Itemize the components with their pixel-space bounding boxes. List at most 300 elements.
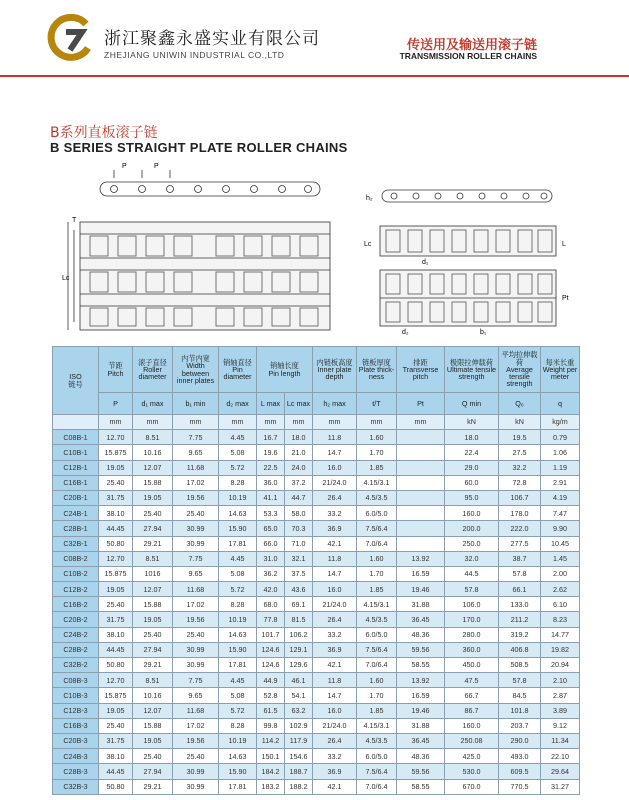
table-cell: 19.05 (99, 703, 133, 718)
table-cell: 10.19 (219, 612, 257, 627)
table-cell: 58.55 (397, 779, 445, 794)
table-cell: 1.06 (541, 445, 580, 460)
table-cell (397, 536, 445, 551)
table-cell: 16.0 (313, 582, 357, 597)
table-cell: 18.0 (445, 430, 499, 445)
page-header (0, 0, 629, 78)
table-cell: 99.8 (257, 718, 285, 733)
table-cell: 38.7 (499, 551, 541, 566)
table-cell: 4.15/3.1 (357, 475, 397, 490)
table-cell: 42.1 (313, 658, 357, 673)
table-cell: 53.3 (257, 506, 285, 521)
table-cell: 7.75 (173, 673, 219, 688)
table-cell: 27.94 (133, 764, 173, 779)
table-row (53, 749, 580, 764)
table-cell: 7.5/6.4 (357, 642, 397, 657)
table-cell: 25.40 (133, 627, 173, 642)
table-cell (397, 490, 445, 505)
symbol-t: t/T (357, 393, 397, 415)
chain-number-cell: C24B-2 (53, 627, 99, 642)
table-cell: 58.55 (397, 658, 445, 673)
table-row (53, 475, 580, 490)
table-cell: 1.85 (357, 460, 397, 475)
table-cell: 15.875 (99, 566, 133, 581)
table-cell: 8.51 (133, 551, 173, 566)
table-cell: 19.56 (173, 612, 219, 627)
label-t: T (72, 217, 77, 224)
table-cell: 15.90 (219, 764, 257, 779)
chain-number-cell: C12B-1 (53, 460, 99, 475)
table-cell: 41.1 (257, 490, 285, 505)
table-cell: 10.16 (133, 445, 173, 460)
table-cell: 19.5 (499, 430, 541, 445)
symbol-l: L max (257, 393, 285, 415)
table-cell: 25.40 (133, 506, 173, 521)
table-cell: 19.05 (99, 582, 133, 597)
header-average-strength: 平均拉伸载荷 Average tensile strength (499, 347, 541, 393)
chain-number-cell: C32B-1 (53, 536, 99, 551)
table-cell: 31.0 (257, 551, 285, 566)
table-cell: 21/24.0 (313, 597, 357, 612)
table-cell: 1.60 (357, 673, 397, 688)
chain-number-cell: C28B-3 (53, 764, 99, 779)
table-cell: 14.7 (313, 566, 357, 581)
table-cell: 7.47 (541, 506, 580, 521)
unit-cell: mm (285, 415, 313, 430)
table-cell: 19.6 (257, 445, 285, 460)
table-cell: 9.65 (173, 566, 219, 581)
table-cell: 2.00 (541, 566, 580, 581)
table-cell: 14.7 (313, 445, 357, 460)
table-row (53, 764, 580, 779)
table-cell: 29.21 (133, 658, 173, 673)
table-cell: 6.0/5.0 (357, 506, 397, 521)
table-cell: 2.10 (541, 673, 580, 688)
table-cell: 33.2 (313, 749, 357, 764)
table-cell: 6.0/5.0 (357, 627, 397, 642)
table-cell: 277.5 (499, 536, 541, 551)
table-cell: 17.81 (219, 536, 257, 551)
table-cell: 211.2 (499, 612, 541, 627)
table-cell: 46.1 (285, 673, 313, 688)
table-cell: 203.7 (499, 718, 541, 733)
table-cell: 1.85 (357, 582, 397, 597)
table-cell: 250.08 (445, 733, 499, 748)
table-cell: 19.05 (133, 612, 173, 627)
units-row (53, 415, 580, 430)
table-cell: 7.0/6.4 (357, 536, 397, 551)
table-cell: 32.1 (285, 551, 313, 566)
table-cell: 7.0/6.4 (357, 779, 397, 794)
table-cell (397, 475, 445, 490)
table-cell: 22.4 (445, 445, 499, 460)
table-cell: 25.40 (99, 597, 133, 612)
header-transverse-pitch: 排距 Transverse pitch (397, 347, 445, 393)
table-cell: 15.88 (133, 597, 173, 612)
symbol-lc: Lc max (285, 393, 313, 415)
table-cell: 1.45 (541, 551, 580, 566)
table-cell: 1.85 (357, 703, 397, 718)
table-cell: 13.92 (397, 673, 445, 688)
table-cell: 30.99 (173, 536, 219, 551)
table-cell: 5.08 (219, 688, 257, 703)
table-cell: 16.7 (257, 430, 285, 445)
table-cell: 58.0 (285, 506, 313, 521)
table-cell: 31.27 (541, 779, 580, 794)
label-l: L (562, 241, 566, 248)
table-cell: 4.5/3.5 (357, 733, 397, 748)
chain-number-cell: C08B-2 (53, 551, 99, 566)
table-cell: 19.82 (541, 642, 580, 657)
table-cell: 15.90 (219, 521, 257, 536)
table-cell: 3.89 (541, 703, 580, 718)
table-cell: 16.59 (397, 688, 445, 703)
table-cell: 290.0 (499, 733, 541, 748)
label-lc-2: Lc (364, 241, 372, 248)
table-cell: 14.63 (219, 506, 257, 521)
table-cell: 8.28 (219, 597, 257, 612)
table-cell: 1.70 (357, 688, 397, 703)
table-cell: 8.51 (133, 673, 173, 688)
table-cell: 30.99 (173, 779, 219, 794)
header-pin-length: 销轴长度 Pin length (257, 347, 313, 393)
table-cell: 609.5 (499, 764, 541, 779)
table-cell: 36.9 (313, 642, 357, 657)
header-iso: ISO 链号 (53, 347, 99, 415)
table-cell: 72.8 (499, 475, 541, 490)
table-row (53, 445, 580, 460)
table-cell: 4.5/3.5 (357, 612, 397, 627)
company-name-en: ZHEJIANG UNIWIN INDUSTRIAL CO.,LTD (104, 50, 285, 60)
unit-cell: kN (499, 415, 541, 430)
table-cell: 59.56 (397, 764, 445, 779)
table-cell: 133.0 (499, 597, 541, 612)
single-double-chain-drawing (380, 190, 556, 326)
unit-cell: mm (257, 415, 285, 430)
table-cell: 101.7 (257, 627, 285, 642)
table-row (53, 460, 580, 475)
table-cell: 27.5 (499, 445, 541, 460)
table-cell: 71.0 (285, 536, 313, 551)
table-cell: 66.1 (499, 582, 541, 597)
table-row (53, 521, 580, 536)
table-row (53, 627, 580, 642)
table-cell: 101.8 (499, 703, 541, 718)
table-cell: 360.0 (445, 642, 499, 657)
table-cell: 770.5 (499, 779, 541, 794)
table-cell: 17.81 (219, 658, 257, 673)
table-cell: 5.72 (219, 582, 257, 597)
table-cell: 70.3 (285, 521, 313, 536)
table-cell: 29.21 (133, 536, 173, 551)
table-cell: 25.40 (99, 718, 133, 733)
table-cell: 8.51 (133, 430, 173, 445)
table-cell: 22.10 (541, 749, 580, 764)
table-cell: 4.15/3.1 (357, 718, 397, 733)
unit-cell: mm (357, 415, 397, 430)
table-cell: 66.7 (445, 688, 499, 703)
table-cell: 6.10 (541, 597, 580, 612)
header-plate-depth: 内链板高度 Inner plate depth (313, 347, 357, 393)
table-row (53, 733, 580, 748)
table-cell: 102.9 (285, 718, 313, 733)
unit-cell: kN (445, 415, 499, 430)
label-h2: h₂ (366, 195, 373, 202)
label-p-2: P (154, 163, 159, 170)
table-cell: 36.45 (397, 612, 445, 627)
symbol-q: Q min (445, 393, 499, 415)
table-cell: 66.0 (257, 536, 285, 551)
unit-cell: mm (173, 415, 219, 430)
table-cell: 38.10 (99, 749, 133, 764)
table-cell: 11.8 (313, 430, 357, 445)
table-cell: 44.9 (257, 673, 285, 688)
table-cell: 5.08 (219, 445, 257, 460)
table-cell: 14.77 (541, 627, 580, 642)
chain-number-cell: C24B-3 (53, 749, 99, 764)
table-cell: 200.0 (445, 521, 499, 536)
table-cell: 160.0 (445, 718, 499, 733)
table-cell: 29.21 (133, 779, 173, 794)
table-cell: 44.45 (99, 521, 133, 536)
table-cell: 117.9 (285, 733, 313, 748)
table-cell: 95.0 (445, 490, 499, 505)
table-cell: 43.6 (285, 582, 313, 597)
company-name-cn: 浙江聚鑫永盛实业有限公司 (104, 29, 320, 49)
table-cell: 33.2 (313, 627, 357, 642)
table-cell: 5.08 (219, 566, 257, 581)
table-cell: 44.45 (99, 764, 133, 779)
table-cell: 11.68 (173, 703, 219, 718)
table-cell: 10.45 (541, 536, 580, 551)
table-cell: 4.19 (541, 490, 580, 505)
table-cell: 42.0 (257, 582, 285, 597)
table-cell: 14.7 (313, 688, 357, 703)
table-cell: 31.88 (397, 597, 445, 612)
triple-chain-drawing (68, 170, 330, 330)
table-cell: 19.05 (133, 490, 173, 505)
company-logo-icon (46, 14, 94, 62)
table-cell: 65.0 (257, 521, 285, 536)
table-cell: 21/24.0 (313, 718, 357, 733)
symbol-q2: q (541, 393, 580, 415)
table-cell: 25.40 (99, 475, 133, 490)
table-cell: 8.28 (219, 475, 257, 490)
table-cell: 9.12 (541, 718, 580, 733)
symbol-b1: b₁ min (173, 393, 219, 415)
table-cell: 1.60 (357, 551, 397, 566)
table-cell: 508.5 (499, 658, 541, 673)
table-cell: 48.36 (397, 627, 445, 642)
table-cell: 184.2 (257, 764, 285, 779)
table-cell: 54.1 (285, 688, 313, 703)
table-cell: 36.2 (257, 566, 285, 581)
table-row (53, 582, 580, 597)
chain-number-cell: C10B-3 (53, 688, 99, 703)
table-cell: 36.0 (257, 475, 285, 490)
table-cell: 406.8 (499, 642, 541, 657)
table-cell: 25.40 (173, 506, 219, 521)
symbol-d2: d₂ max (219, 393, 257, 415)
symbol-p: P (99, 393, 133, 415)
label-pt: Pt (562, 295, 569, 302)
table-cell: 12.07 (133, 460, 173, 475)
unit-cell: kg/m (541, 415, 580, 430)
table-cell: 31.88 (397, 718, 445, 733)
table-row (53, 658, 580, 673)
table-cell: 27.94 (133, 521, 173, 536)
table-cell: 69.1 (285, 597, 313, 612)
table-cell: 81.5 (285, 612, 313, 627)
table-cell: 19.46 (397, 703, 445, 718)
table-cell: 10.19 (219, 490, 257, 505)
table-cell: 37.5 (285, 566, 313, 581)
header-divider (0, 75, 629, 77)
header-weight: 每米长重 Weight per meter (541, 347, 580, 393)
unit-cell: mm (219, 415, 257, 430)
table-row (53, 536, 580, 551)
table-cell: 26.4 (313, 733, 357, 748)
table-cell: 21.0 (285, 445, 313, 460)
table-cell: 36.9 (313, 521, 357, 536)
table-cell: 59.56 (397, 642, 445, 657)
table-cell: 16.0 (313, 460, 357, 475)
table-cell: 1016 (133, 566, 173, 581)
table-cell: 106.7 (499, 490, 541, 505)
table-cell: 12.70 (99, 430, 133, 445)
table-cell: 13.92 (397, 551, 445, 566)
table-cell: 57.8 (499, 566, 541, 581)
label-lc: Lc (62, 275, 70, 282)
table-cell: 50.80 (99, 536, 133, 551)
table-cell: 2.87 (541, 688, 580, 703)
chain-number-cell: C24B-1 (53, 506, 99, 521)
chain-number-cell: C16B-2 (53, 597, 99, 612)
header-pitch: 节距 Pitch (99, 347, 133, 393)
table-cell: 57.8 (445, 582, 499, 597)
table-cell: 188.7 (285, 764, 313, 779)
table-cell: 36.45 (397, 733, 445, 748)
table-cell: 2.62 (541, 582, 580, 597)
table-cell: 21/24.0 (313, 475, 357, 490)
symbol-pt: Pt (397, 393, 445, 415)
table-cell: 29.0 (445, 460, 499, 475)
table-row (53, 703, 580, 718)
table-row (53, 506, 580, 521)
header-roller: 滚子直径 Roller diameter (133, 347, 173, 393)
chain-number-cell: C16B-3 (53, 718, 99, 733)
table-cell: 150.1 (257, 749, 285, 764)
table-cell: 18.0 (285, 430, 313, 445)
table-cell: 17.81 (219, 779, 257, 794)
table-cell: 30.99 (173, 764, 219, 779)
table-cell: 12.07 (133, 703, 173, 718)
table-cell: 30.99 (173, 521, 219, 536)
header-pin-diameter: 销轴直径 Pin diameter (219, 347, 257, 393)
unit-cell: mm (133, 415, 173, 430)
table-cell: 9.65 (173, 688, 219, 703)
table-cell: 32.2 (499, 460, 541, 475)
table-cell: 17.02 (173, 718, 219, 733)
table-cell: 124.6 (257, 642, 285, 657)
table-cell: 5.72 (219, 703, 257, 718)
table-cell: 16.59 (397, 566, 445, 581)
table-cell: 27.94 (133, 642, 173, 657)
table-cell: 24.0 (285, 460, 313, 475)
table-cell: 37.2 (285, 475, 313, 490)
table-cell: 25.40 (173, 749, 219, 764)
chain-number-cell: C20B-2 (53, 612, 99, 627)
table-cell: 50.80 (99, 779, 133, 794)
table-cell: 52.8 (257, 688, 285, 703)
table-cell: 170.0 (445, 612, 499, 627)
table-cell: 19.05 (133, 733, 173, 748)
chain-number-cell: C12B-3 (53, 703, 99, 718)
table-cell: 5.72 (219, 460, 257, 475)
units-blank-cell (53, 415, 99, 430)
chain-number-cell: C20B-3 (53, 733, 99, 748)
table-cell: 26.4 (313, 490, 357, 505)
table-cell: 124.6 (257, 658, 285, 673)
unit-cell: mm (99, 415, 133, 430)
table-cell: 38.10 (99, 506, 133, 521)
table-cell: 250.0 (445, 536, 499, 551)
table-cell: 319.2 (499, 627, 541, 642)
table-cell: 42.1 (313, 779, 357, 794)
table-cell: 16.0 (313, 703, 357, 718)
table-cell: 50.80 (99, 658, 133, 673)
table-cell: 44.7 (285, 490, 313, 505)
table-cell: 32.0 (445, 551, 499, 566)
table-cell: 15.88 (133, 475, 173, 490)
table-cell: 10.16 (133, 688, 173, 703)
table-cell: 4.45 (219, 673, 257, 688)
table-cell: 10.19 (219, 733, 257, 748)
table-cell: 63.2 (285, 703, 313, 718)
table-cell: 86.7 (445, 703, 499, 718)
table-cell: 1.60 (357, 430, 397, 445)
chain-number-cell: C10B-1 (53, 445, 99, 460)
table-cell: 4.45 (219, 551, 257, 566)
chain-technical-drawings (50, 160, 580, 340)
table-row (53, 688, 580, 703)
table-cell: 15.90 (219, 642, 257, 657)
table-cell: 493.0 (499, 749, 541, 764)
table-cell: 7.0/6.4 (357, 658, 397, 673)
table-cell: 33.2 (313, 506, 357, 521)
table-cell: 1.70 (357, 566, 397, 581)
chain-number-cell: C16B-1 (53, 475, 99, 490)
table-row (53, 779, 580, 794)
table-cell: 25.40 (173, 627, 219, 642)
table-cell: 36.9 (313, 764, 357, 779)
table-cell: 44.45 (99, 642, 133, 657)
table-cell: 26.4 (313, 612, 357, 627)
table-cell: 61.5 (257, 703, 285, 718)
table-cell: 15.875 (99, 445, 133, 460)
chain-number-cell: C28B-1 (53, 521, 99, 536)
table-cell: 7.75 (173, 551, 219, 566)
chain-number-cell: C28B-2 (53, 642, 99, 657)
table-cell: 30.99 (173, 642, 219, 657)
table-cell: 68.0 (257, 597, 285, 612)
table-cell: 183.2 (257, 779, 285, 794)
table-cell: 8.28 (219, 718, 257, 733)
category-title-en: TRANSMISSION ROLLER CHAINS (399, 51, 537, 61)
table-cell: 47.5 (445, 673, 499, 688)
table-cell: 15.875 (99, 688, 133, 703)
chain-number-cell: C08B-3 (53, 673, 99, 688)
